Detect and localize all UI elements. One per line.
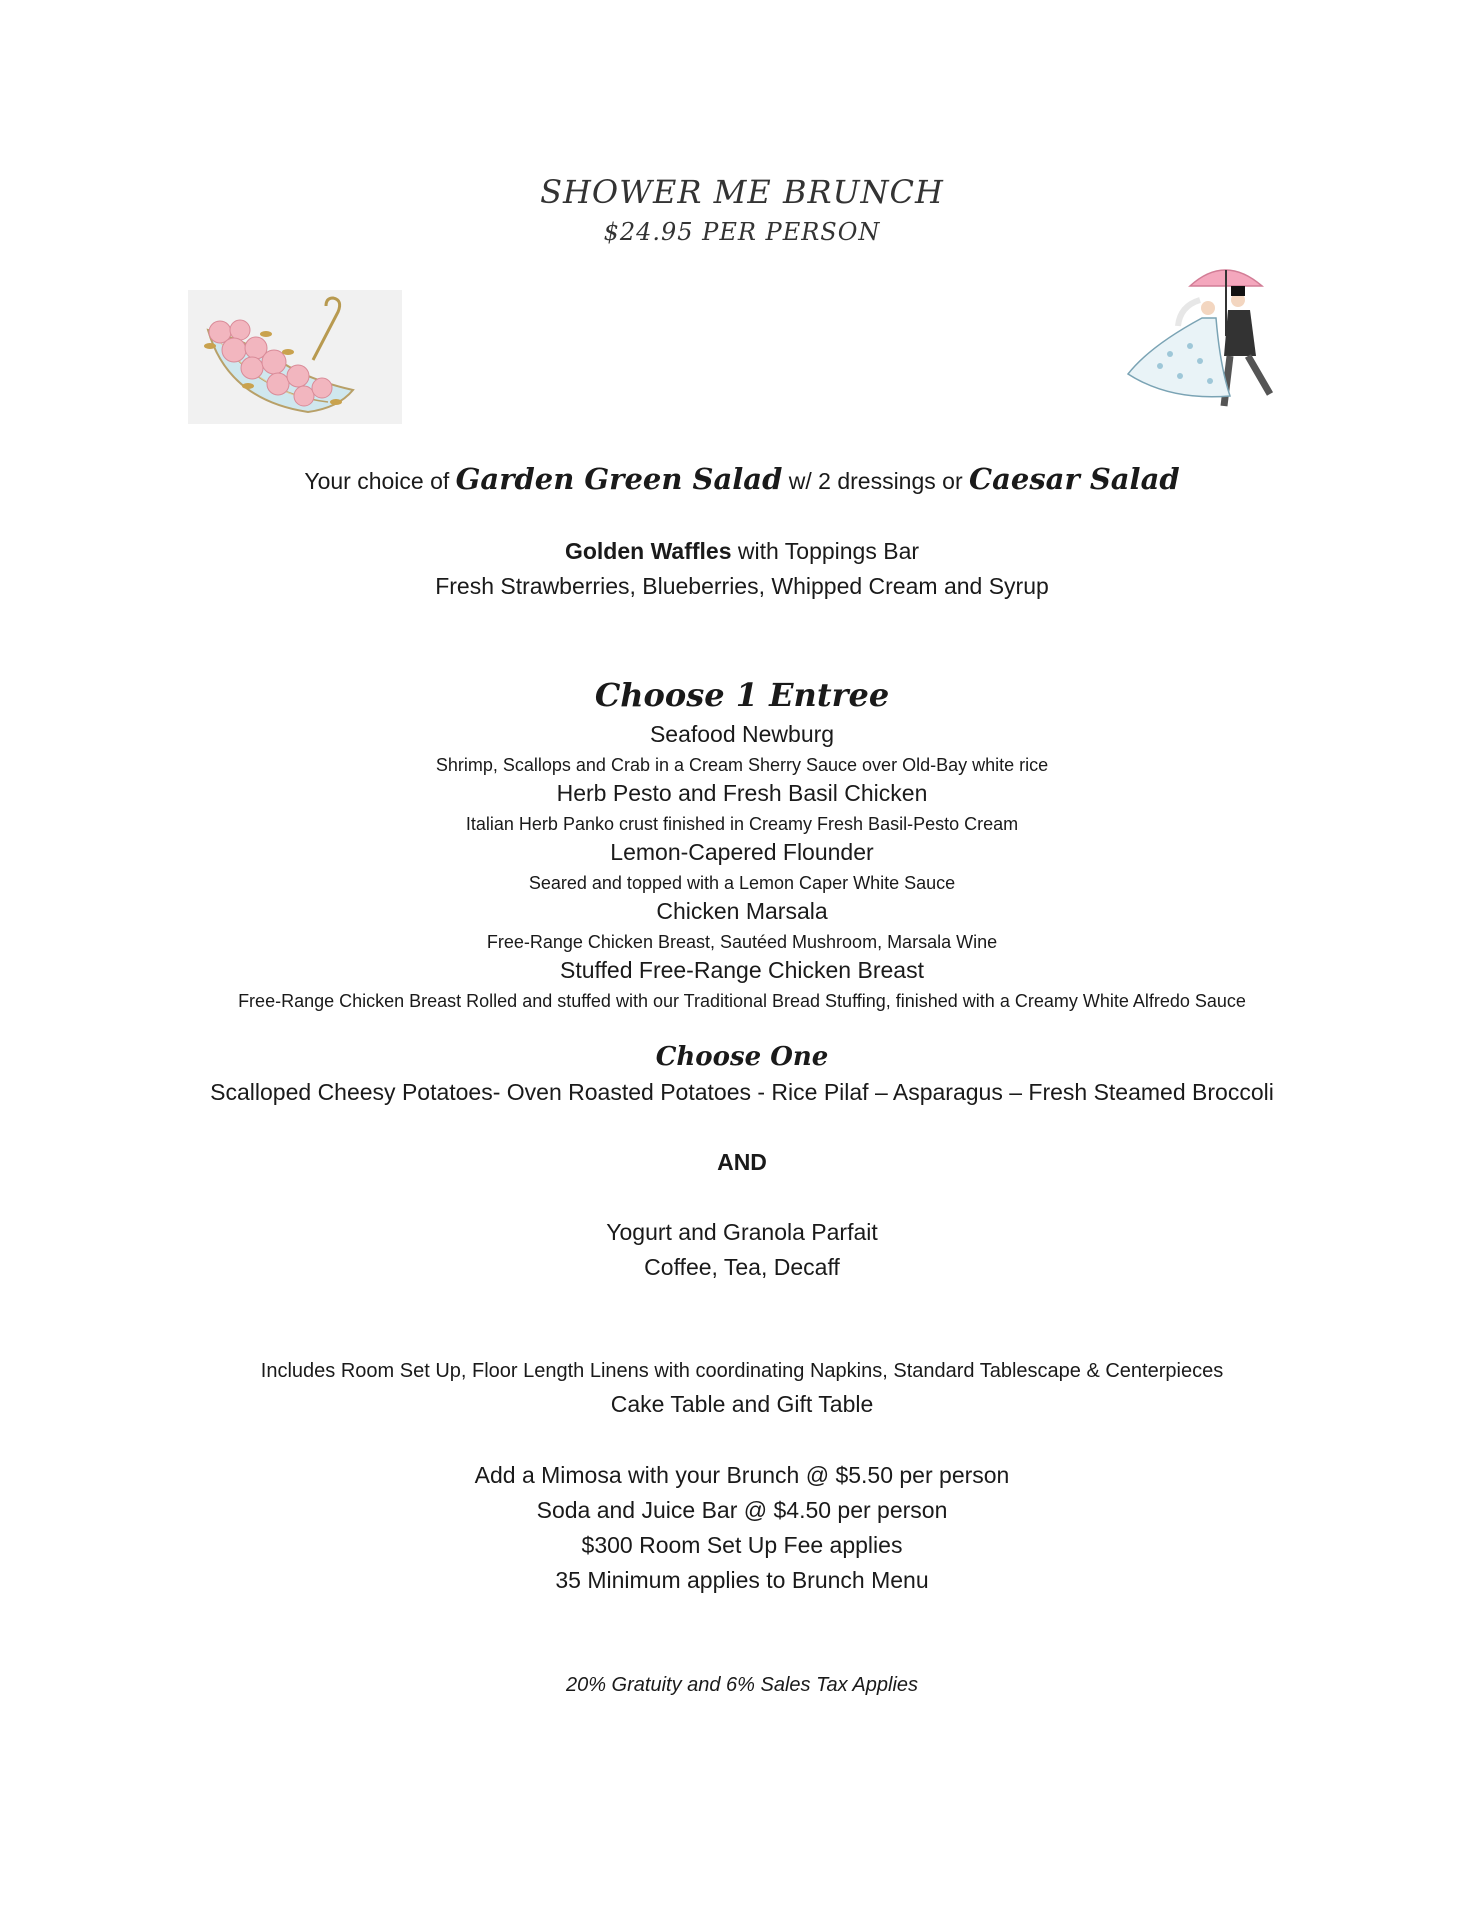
menu-title: SHOWER ME BRUNCH [540, 173, 944, 211]
couple-umbrella-illustration-icon [1120, 256, 1300, 424]
extras-beverages: Coffee, Tea, Decaff [644, 1254, 840, 1280]
salad-choice [0, 462, 1484, 496]
entrees-heading: Choose 1 Entree [594, 676, 890, 714]
extras-parfait: Yogurt and Granola Parfait [606, 1219, 878, 1245]
entree-desc: Shrimp, Scallops and Crab in a Cream Sherry Sauce over Old-Bay white rice [435, 755, 1049, 775]
entree-name: Stuffed Free-Range Chicken Breast [560, 957, 924, 983]
waffles-line [0, 538, 1484, 565]
waffles-suffix: with Toppings Bar [731, 538, 920, 564]
addon-soda: Soda and Juice Bar @ $4.50 per person [536, 1497, 948, 1523]
includes-line: Includes Room Set Up, Floor Length Linens with coordinating Napkins, Standard Tablescape & Centerpieces [260, 1360, 1224, 1382]
entree-name: Chicken Marsala [656, 898, 828, 924]
waffles-name: Golden Waffles [564, 538, 732, 564]
entree-desc: Free-Range Chicken Breast Rolled and stuffed with our Traditional Bread Stuffing, finished with a Creamy White Alfredo Sauce [238, 991, 1246, 1011]
entree-name: Lemon-Capered Flounder [610, 839, 874, 865]
includes-tables: Cake Table and Gift Table [610, 1391, 874, 1417]
salad-prefix: Your choice of [304, 468, 456, 494]
entree-desc: Italian Herb Panko crust finished in Creamy Fresh Basil-Pesto Cream [465, 814, 1019, 834]
footer-note: 20% Gratuity and 6% Sales Tax Applies [565, 1674, 919, 1696]
menu-price: $24.95 PER PERSON [603, 218, 881, 246]
salad-option-caesar: Caesar Salad [969, 462, 1180, 496]
entree-name: Herb Pesto and Fresh Basil Chicken [556, 780, 928, 806]
salad-middle: w/ 2 dressings or [782, 468, 969, 494]
sides-options: Scalloped Cheesy Potatoes- Oven Roasted Potatoes - Rice Pilaf – Asparagus – Fresh Steamed Broccoli [210, 1079, 1274, 1105]
salad-option-garden: Garden Green Salad [455, 462, 783, 496]
addon-minimum: 35 Minimum applies to Brunch Menu [555, 1567, 929, 1593]
and-label: AND [717, 1149, 767, 1175]
addon-setup-fee: $300 Room Set Up Fee applies [581, 1532, 903, 1558]
waffles-toppings: Fresh Strawberries, Blueberries, Whipped Cream and Syrup [435, 573, 1049, 599]
entree-desc: Seared and topped with a Lemon Caper White Sauce [528, 873, 956, 893]
entree-name: Seafood Newburg [649, 721, 835, 747]
sides-heading: Choose One [655, 1042, 829, 1072]
addon-mimosa: Add a Mimosa with your Brunch @ $5.50 per person [474, 1462, 1010, 1488]
entree-desc: Free-Range Chicken Breast, Sautéed Mushroom, Marsala Wine [486, 932, 998, 952]
umbrella-roses-icon [188, 290, 402, 424]
